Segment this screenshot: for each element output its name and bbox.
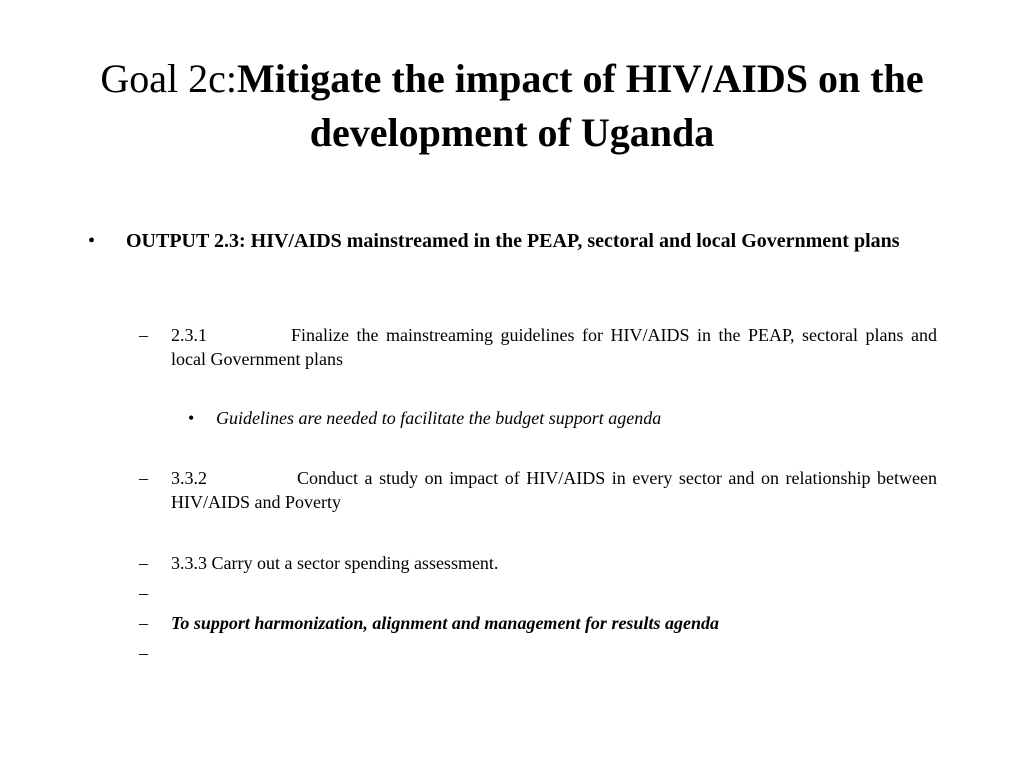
output-bullet	[88, 228, 938, 255]
bullet-dot: •	[188, 408, 195, 428]
item-number: 2.3.1	[171, 325, 207, 345]
sub-item-text	[171, 323, 937, 371]
dash-marker: –	[139, 613, 148, 633]
slide-title	[60, 52, 964, 160]
bullet-dot: •	[88, 230, 96, 252]
dash-marker: –	[139, 325, 148, 345]
note-text: Guidelines are needed to facilitate the budget support agenda	[216, 408, 662, 428]
dash-marker: –	[139, 643, 148, 663]
sub-item-text	[171, 466, 937, 514]
dash-marker: –	[139, 583, 148, 603]
item-description: Conduct a study on impact of HIV/AIDS in every sector and on relationship between HIV/AIDS and Poverty	[171, 468, 937, 512]
item-description: Finalize the mainstreaming guidelines for HIV/AIDS in the PEAP, sectoral plans and local Government plans	[171, 325, 937, 369]
sub-item-text: 3.3.3 Carry out a sector spending assessment.	[171, 553, 499, 573]
title-prefix: Goal 2c:	[100, 56, 237, 101]
dash-marker: –	[139, 553, 148, 573]
sub-item-3-3-3	[139, 551, 937, 575]
sub-item-3-3-2	[139, 466, 937, 514]
sub-item-2-3-1	[139, 323, 937, 371]
dash-marker: –	[139, 468, 148, 488]
title-main: Mitigate the impact of HIV/AIDS on the development of Uganda	[237, 56, 924, 155]
item-number: 3.3.2	[171, 468, 207, 488]
sub-item-agenda	[139, 611, 937, 635]
sub-item-text: To support harmonization, alignment and management for results agenda	[171, 613, 719, 633]
note-bullet	[188, 406, 938, 430]
output-text: OUTPUT 2.3: HIV/AIDS mainstreamed in the PEAP, sectoral and local Government plans	[126, 230, 900, 252]
